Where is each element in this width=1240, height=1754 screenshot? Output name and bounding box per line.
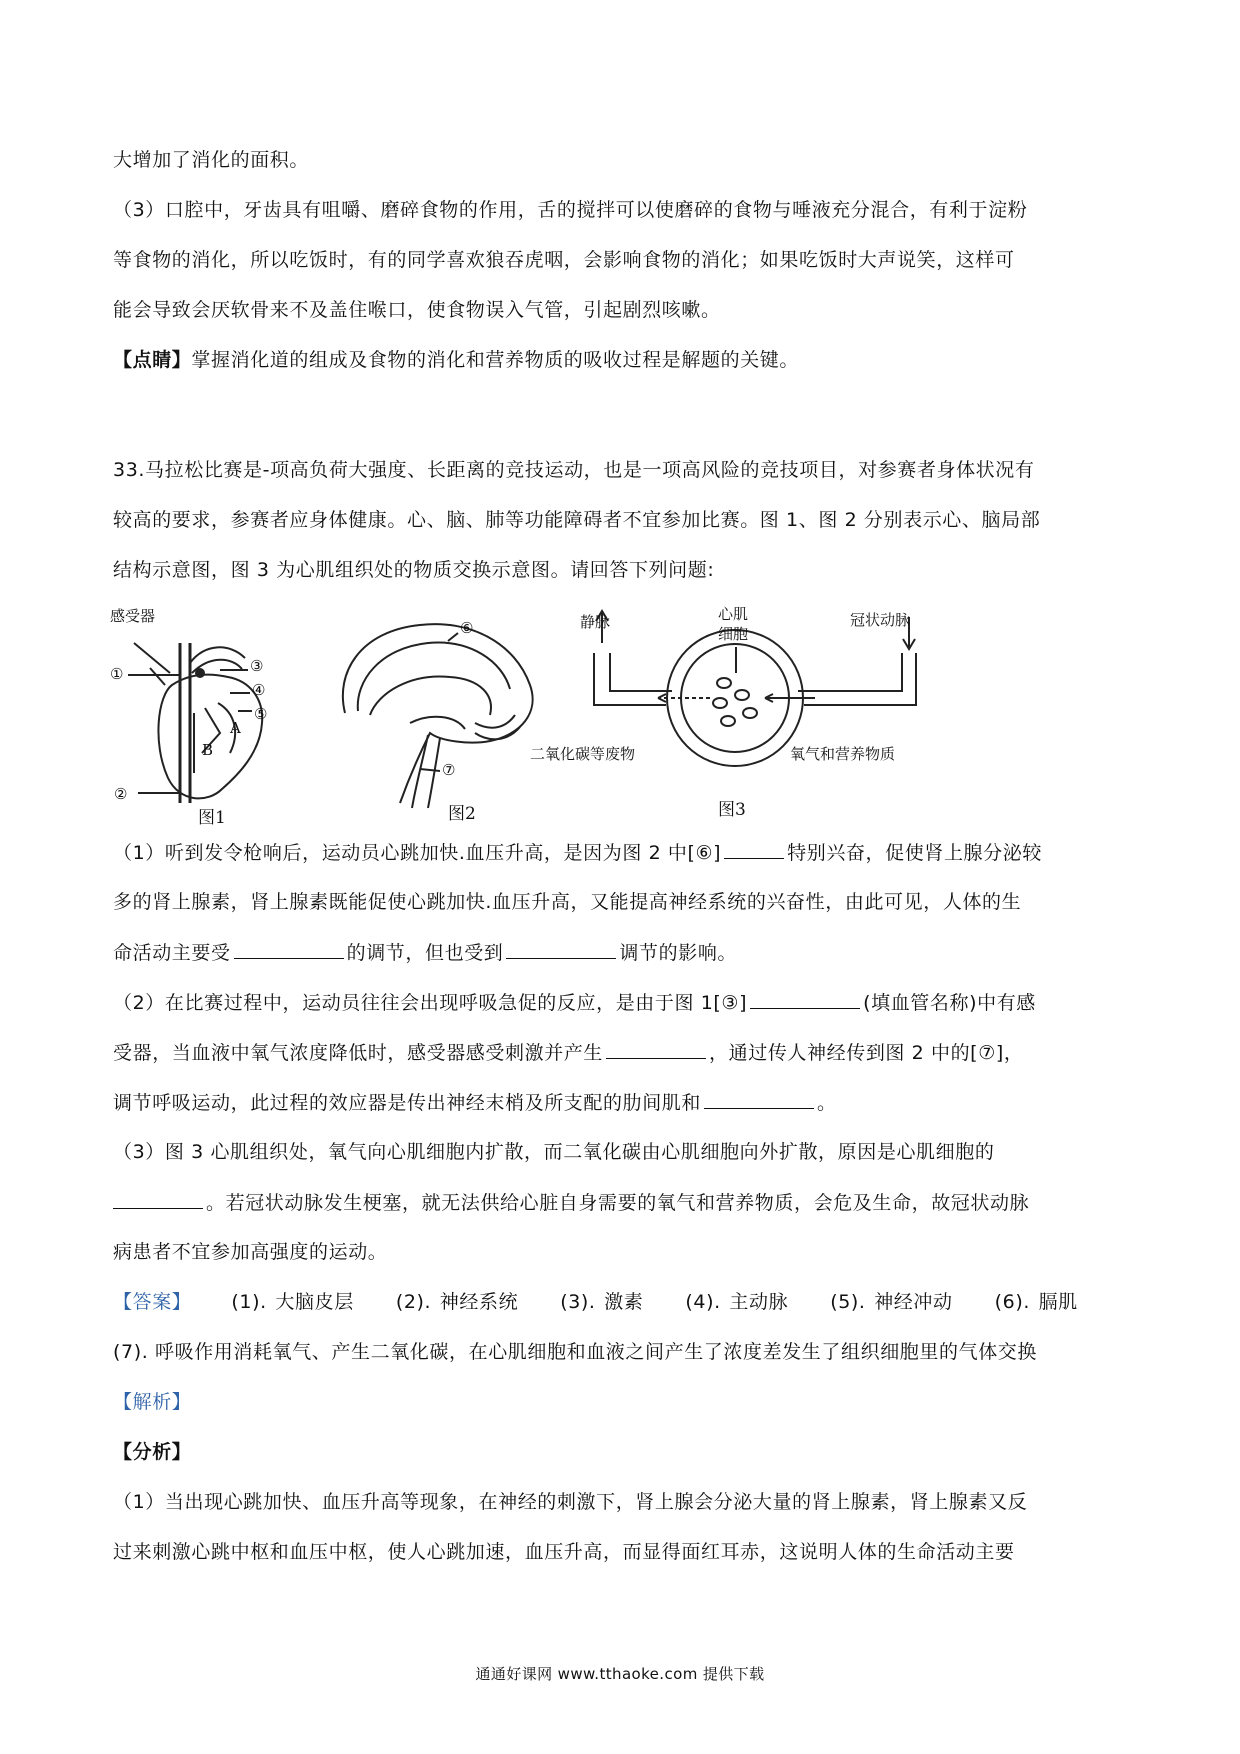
fig3-label-cell: 细胞	[718, 625, 749, 643]
analysis-line: （1）当出现心跳加快、血压升高等现象，在神经的刺激下，肾上腺会分泌大量的肾上腺素，肾上腺素又反	[113, 1491, 1028, 1513]
fenxi-tag: 【分析】	[113, 1441, 192, 1463]
question-3-line: 病患者不宜参加高强度的运动。	[113, 1241, 388, 1263]
fig1-label-2: ②	[114, 785, 128, 803]
answer-item: (3). 激素	[560, 1291, 644, 1313]
fig2-caption: 图2	[448, 804, 476, 824]
fig3-caption: 图3	[718, 800, 746, 820]
fig3-label-vein: 静脉	[580, 613, 611, 631]
analysis-line: 过来刺激心跳中枢和血压中枢，使人心跳加速，血压升高，而显得面红耳赤，这说明人体的生命活动主要	[113, 1541, 1015, 1563]
question-stem-line: 结构示意图，图 3 为心肌组织处的物质交换示意图。请回答下列问题:	[113, 559, 715, 581]
fig2-brain-diagram	[343, 624, 533, 808]
answer-line	[113, 1288, 1133, 1316]
answer-item: (2). 神经系统	[395, 1291, 519, 1313]
answer-blank[interactable]	[606, 1038, 706, 1059]
figure-row	[110, 603, 980, 825]
question-1-line: 多的肾上腺素，肾上腺素既能促使心跳加快.血压升高，又能提高神经系统的兴奋性，由此可见，人体的生	[113, 891, 1022, 913]
paragraph-line: 等食物的消化，所以吃饭时，有的同学喜欢狼吞虎咽，会影响食物的消化；如果吃饭时大声说笑，这样可	[113, 249, 1015, 271]
figures-svg	[110, 603, 980, 825]
dianjing-tag: 【点睛】	[113, 349, 192, 371]
fig3-exchange-diagram	[594, 611, 916, 766]
fig3-label-myocardium: 心肌	[718, 605, 749, 623]
answer-item: (6). 膈肌	[994, 1291, 1078, 1313]
answer-blank[interactable]	[234, 938, 344, 959]
answer-blank[interactable]	[113, 1188, 203, 1209]
question-1-line: （1）听到发令枪响后，运动员心跳加快.血压升高，是因为图 2 中[⑥] 特别兴奋，促使肾上腺分泌较	[113, 838, 1133, 867]
fig1-label-A: A	[230, 719, 241, 737]
question-3-line: （3）图 3 心肌组织处，氧气向心肌细胞内扩散，而二氧化碳由心肌细胞向外扩散，原因是心肌细胞的	[113, 1141, 995, 1163]
fig2-label-6: ⑥	[460, 619, 474, 637]
paragraph-line: 能会导致会厌软骨来不及盖住喉口，使食物误入气管，引起剧烈咳嗽。	[113, 299, 721, 321]
question-1-line: 命活动主要受 的调节，但也受到 调节的影响。	[113, 938, 1133, 967]
fig1-label-1: ①	[110, 665, 124, 683]
question-2-line: 调节呼吸运动，此过程的效应器是传出神经末梢及所支配的肋间肌和 。	[113, 1088, 1133, 1117]
question-stem-line: 33.马拉松比赛是-项高负荷大强度、长距离的竞技运动，也是一项高风险的竞技项目，对参赛者身体状况有	[113, 459, 1035, 481]
fig3-label-coronary-artery: 冠状动脉	[850, 611, 911, 629]
question-stem-line: 较高的要求，参赛者应身体健康。心、脑、肺等功能障碍者不宜参加比赛。图 1、图 2 分别表示心、脑局部	[113, 509, 1041, 531]
answer-blank[interactable]	[750, 988, 860, 1009]
fig2-label-7: ⑦	[442, 761, 456, 779]
fig1-label-3: ③	[250, 657, 264, 675]
analysis-tag: 【解析】	[113, 1391, 192, 1413]
answer-item: (5). 神经冲动	[830, 1291, 953, 1313]
dianjing-text: 掌握消化道的组成及食物的消化和营养物质的吸收过程是解题的关键。	[191, 349, 800, 371]
paragraph-line: 大增加了消化的面积。	[113, 149, 310, 171]
fig1-label-receptor: 感受器	[110, 607, 156, 625]
fig1-label-4: ④	[252, 681, 266, 699]
answer-item: (1). 大脑皮层	[231, 1291, 354, 1313]
answer-tag: 【答案】	[113, 1291, 192, 1313]
question-3-line: 。若冠状动脉发生梗塞，就无法供给心脏自身需要的氧气和营养物质，会危及生命，故冠状动脉	[113, 1188, 1133, 1217]
paragraph-line: （3）口腔中，牙齿具有咀嚼、磨碎食物的作用，舌的搅拌可以使磨碎的食物与唾液充分混合，有利于淀粉	[113, 199, 1028, 221]
question-2-line: 受器，当血液中氧气浓度降低时，感受器感受刺激并产生 ，通过传人神经传到图 2 中的[⑦]，	[113, 1038, 1133, 1067]
answer-item-7: (7). 呼吸作用消耗氧气、产生二氧化碳，在心肌细胞和血液之间产生了浓度差发生了组织细胞里的气体交换	[113, 1341, 1037, 1363]
answer-blank[interactable]	[704, 1088, 814, 1109]
answer-blank[interactable]	[506, 938, 616, 959]
answer-blank[interactable]	[724, 838, 784, 859]
fig1-label-5: ⑤	[254, 705, 268, 723]
fig1-heart-diagram	[128, 643, 262, 803]
fig3-label-co2-waste: 二氧化碳等废物	[530, 745, 636, 763]
question-2-line: （2）在比赛过程中，运动员往往会出现呼吸急促的反应，是由于图 1[③] (填血管名称)中有感	[113, 988, 1133, 1017]
dianjing-line	[113, 346, 1133, 374]
fig3-label-o2-nutrients: 氧气和营养物质	[790, 745, 896, 763]
fig1-label-B: B	[202, 741, 214, 759]
page-footer: 通通好课网 www.tthaoke.com 提供下载	[475, 1665, 765, 1683]
answer-item: (4). 主动脉	[685, 1291, 789, 1313]
fig1-caption: 图1	[198, 808, 226, 825]
